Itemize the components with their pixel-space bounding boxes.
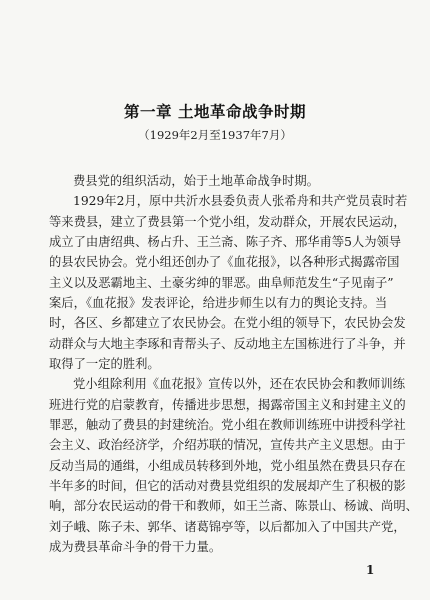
- body-line: 会主义、政治经济学，介绍苏联的情况，宣传共产主义思想。由于: [49, 438, 406, 452]
- body-line: 成立了由唐绍典、杨占升、王兰斋、陈子齐、邢华甫等5人为领导: [49, 235, 402, 249]
- body-line: 成为费县革命斗争的骨干力量。: [49, 540, 222, 554]
- body-line: 的县农民协会。党小组还创办了《血花报》，以各种形式揭露帝国: [49, 255, 400, 269]
- body-line: 费县党的组织活动，始于土地革命战争时期。: [73, 174, 319, 188]
- chapter-title: 第一章 土地革命战争时期: [124, 103, 306, 121]
- chapter-date-range: （1929年2月至1937年7月）: [138, 128, 292, 142]
- body-line: 取得了一定的胜利。: [49, 357, 160, 371]
- body-line: 1929年2月，原中共沂水县委负责人张希舟和共产党员袁时若: [73, 194, 408, 208]
- body-line: 主义以及恶霸地主、土豪劣绅的罪恶。曲阜师范发生“子见南子”: [49, 276, 394, 290]
- body-line: 刘子峨、陈子未、郭华、诸葛锦亭等，以后都加入了中国共产党，: [49, 520, 406, 534]
- body-line: 动群众与大地主李琢和青帮头子、反动地主左国栋进行了斗争，并: [49, 337, 406, 351]
- body-line: 响，部分农民运动的骨干和教师，如王兰斋、陈景山、杨诚、尚明、: [49, 499, 418, 513]
- body-line: 案后，《血花报》发表评论，给进步师生以有力的舆论支持。当: [49, 296, 388, 310]
- body-line: 等来费县，建立了费县第一个党小组，发动群众，开展农民运动，: [49, 215, 406, 229]
- body-line: 罪恶，触动了费县的封建统治。党小组在教师训练班中讲授科学社: [49, 418, 406, 432]
- body-line: 党小组除利用《血花报》宣传以外，还在农民协会和教师训练: [73, 377, 406, 391]
- body-line: 半年多的时间，但它的活动对费县党组织的发展却产生了积极的影: [49, 479, 406, 493]
- body-line: 时，各区、乡都建立了农民协会。在党小组的领导下，农民协会发: [49, 316, 406, 330]
- body-line: 班进行党的启蒙教育，传播进步思想，揭露帝国主义和封建主义的: [49, 398, 406, 412]
- page-number: 1: [366, 563, 375, 577]
- body-line: 反动当局的通缉，小组成员转移到外地，党小组虽然在费县只存在: [49, 459, 406, 473]
